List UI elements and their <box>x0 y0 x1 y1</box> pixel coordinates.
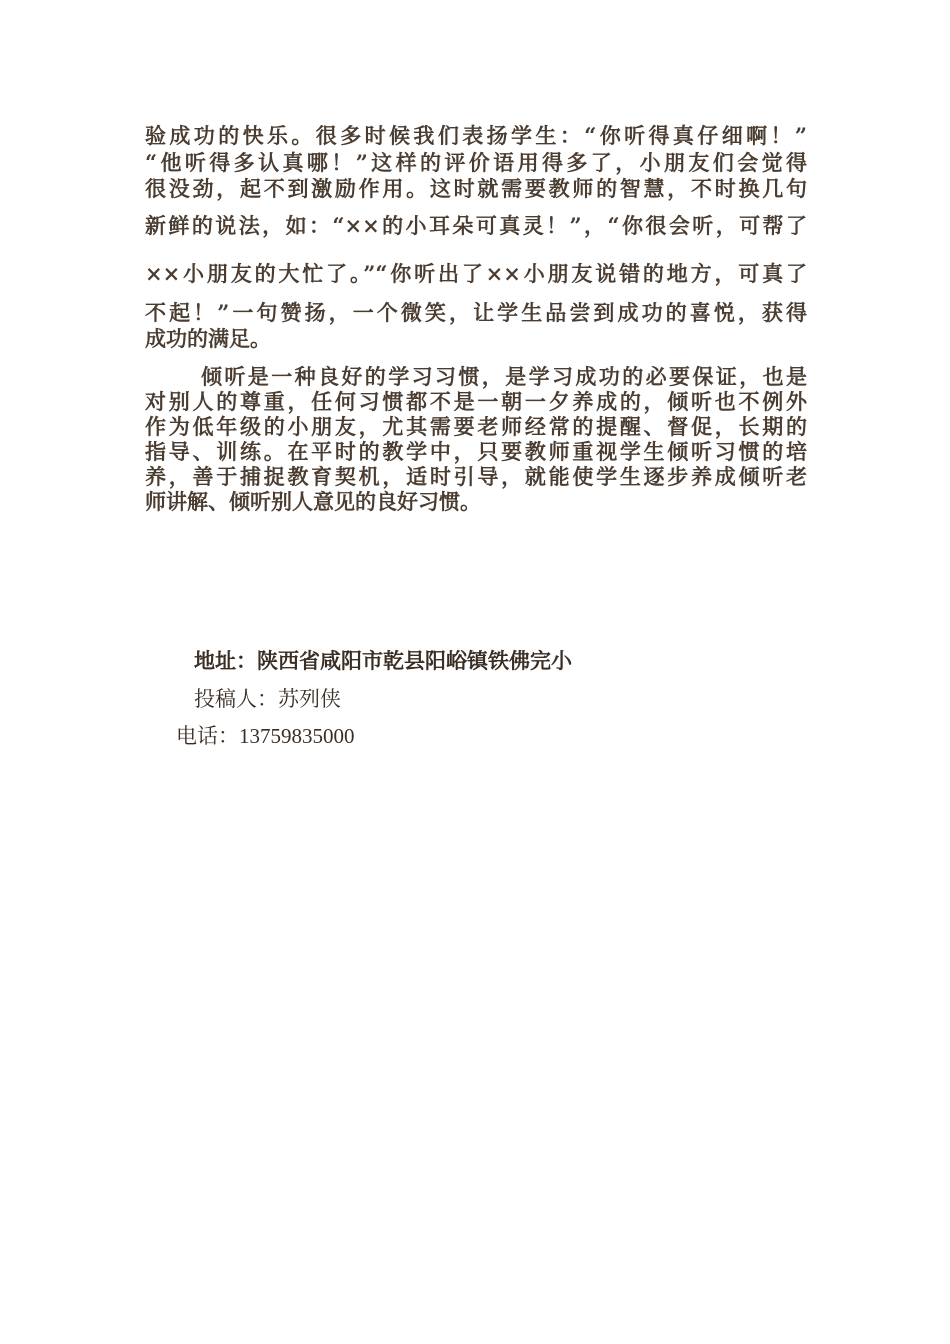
footer-phone-label: 电话： <box>176 724 239 748</box>
paragraph1-line-5: ××小朋友的大忙了。”“你听出了××小朋友说错的地方，可真了 <box>145 261 807 286</box>
paragraph1-line-1: 验成功的快乐。很多时候我们表扬学生：“你听得真仔细啊！” <box>145 123 807 148</box>
paragraph2-line-5: 养，善于捕捉教育契机，适时引导，就能使学生逐步养成倾听老 <box>145 464 807 489</box>
paragraph2-line-6: 师讲解、倾听别人意见的良好习惯。 <box>145 489 481 514</box>
paragraph1-line-2: “他听得多认真哪！”这样的评价语用得多了，小朋友们会觉得 <box>145 150 807 175</box>
footer-phone <box>176 720 355 750</box>
paragraph2-line-1: 倾听是一种良好的学习习惯，是学习成功的必要保证，也是 <box>201 364 807 389</box>
footer-phone-number: 13759835000 <box>239 724 355 748</box>
paragraph1-line-6: 不起！”一句赞扬，一个微笑，让学生品尝到成功的喜悦，获得 <box>145 300 807 325</box>
paragraph2-line-4: 指导、训练。在平时的教学中，只要教师重视学生倾听习惯的培 <box>145 439 807 464</box>
footer-contributor: 投稿人：苏列侠 <box>194 687 341 711</box>
footer-address: 地址：陕西省咸阳市乾县阳峪镇铁佛完小 <box>194 648 572 673</box>
paragraph2-line-3: 作为低年级的小朋友，尤其需要老师经常的提醒、督促，长期的 <box>145 414 807 439</box>
paragraph1-line-7: 成功的满足。 <box>145 326 271 351</box>
paragraph1-line-3: 很没劲，起不到激励作用。这时就需要教师的智慧，不时换几句 <box>145 176 807 201</box>
paragraph2-line-2: 对别人的尊重，任何习惯都不是一朝一夕养成的，倾听也不例外 <box>145 389 807 414</box>
paragraph1-line-4: 新鲜的说法，如：“××的小耳朵可真灵！”，“你很会听，可帮了 <box>145 213 807 238</box>
